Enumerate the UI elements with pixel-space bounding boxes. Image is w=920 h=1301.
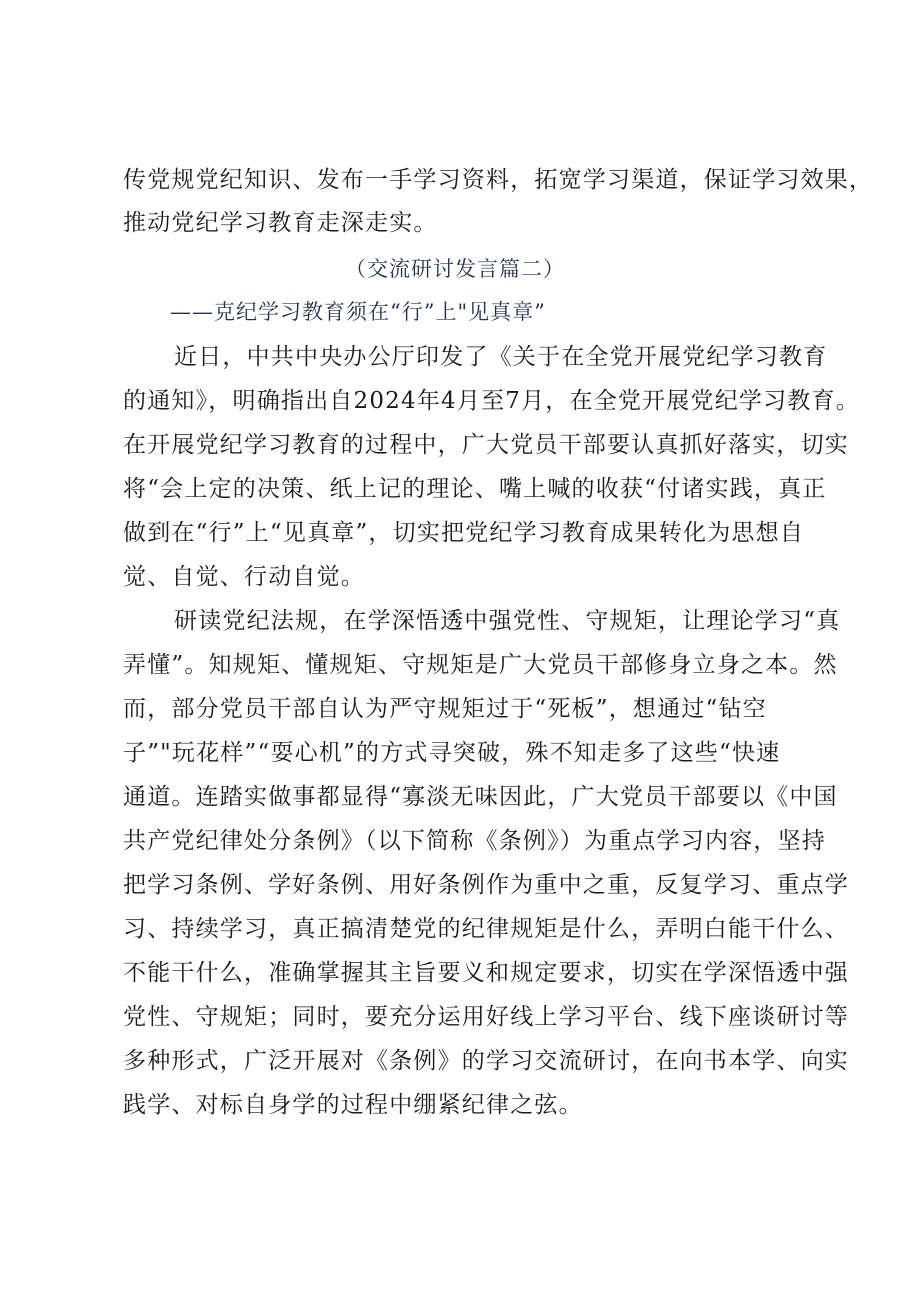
section-subtitle: ——克纪学习教育须在“行”上"见真章” <box>170 300 546 324</box>
body-text-line: 通道。连踏实做事都显得“寡淡无味因此，广大党员干部要以《中国 <box>123 784 838 810</box>
section-heading: （交流研讨发言篇二） <box>345 257 565 281</box>
paragraph-first-line: 研读党纪法规，在学深悟透中强党性、守规矩，让理论学习“真 <box>174 608 841 634</box>
body-text-line: 而，部分党员干部自认为严守规矩过于“死板”，想通过“钻空 <box>123 696 767 722</box>
body-text-line: 共产党纪律处分条例》（以下简称《条例》）为重点学习内容，坚持 <box>123 828 826 854</box>
paragraph-first-line: 近日，中共中央办公厅印发了《关于在全党开展党纪学习教育 <box>174 344 828 370</box>
body-text-line: 的通知》，明确指出自2024年4月至7月，在全党开展党纪学习教育。 <box>123 388 860 414</box>
body-text-line: 传党规党纪知识、发布一手学习资料，拓宽学习渠道，保证学习效果， <box>123 167 874 193</box>
body-text-line: 觉、自觉、行动自觉。 <box>123 564 365 590</box>
body-text-line: 多种形式，广泛开展对《条例》的学习交流研讨，在向书本学、向实 <box>123 1048 849 1074</box>
body-text-line: 将“会上定的决策、纸上记的理论、嘴上喊的收获“付诸实践，真正 <box>123 476 827 502</box>
body-text-line: 习、持续学习，真正搞清楚党的纪律规矩是什么，弄明白能干什么、 <box>123 916 849 942</box>
body-text-line: 推动党纪学习教育走深走实。 <box>123 210 438 236</box>
body-text-line: 不能干什么，准确掌握其主旨要义和规定要求，切实在学深悟透中强 <box>123 960 849 986</box>
body-text-line: 做到在“行”上“见真章”，切实把党纪学习教育成果转化为思想自 <box>123 520 805 546</box>
body-text-line: 弄懂”。知规矩、懂规矩、守规矩是广大党员干部修身立身之本。然 <box>123 652 838 678</box>
body-text-line: 在开展党纪学习教育的过程中，广大党员干部要认真抓好落实，切实 <box>123 432 849 458</box>
body-text-line: 党性、守规矩；同时，要充分运用好线上学习平台、线下座谈研讨等 <box>123 1004 849 1030</box>
body-text-line: 践学、对标自身学的过程中绷紧纪律之弦。 <box>123 1092 583 1118</box>
body-text-line: 子”"玩花样”“耍心机”的方式寻突破，殊不知走多了这些“快速 <box>123 740 781 766</box>
body-text-line: 把学习条例、学好条例、用好条例作为重中之重，反复学习、重点学 <box>123 872 849 898</box>
